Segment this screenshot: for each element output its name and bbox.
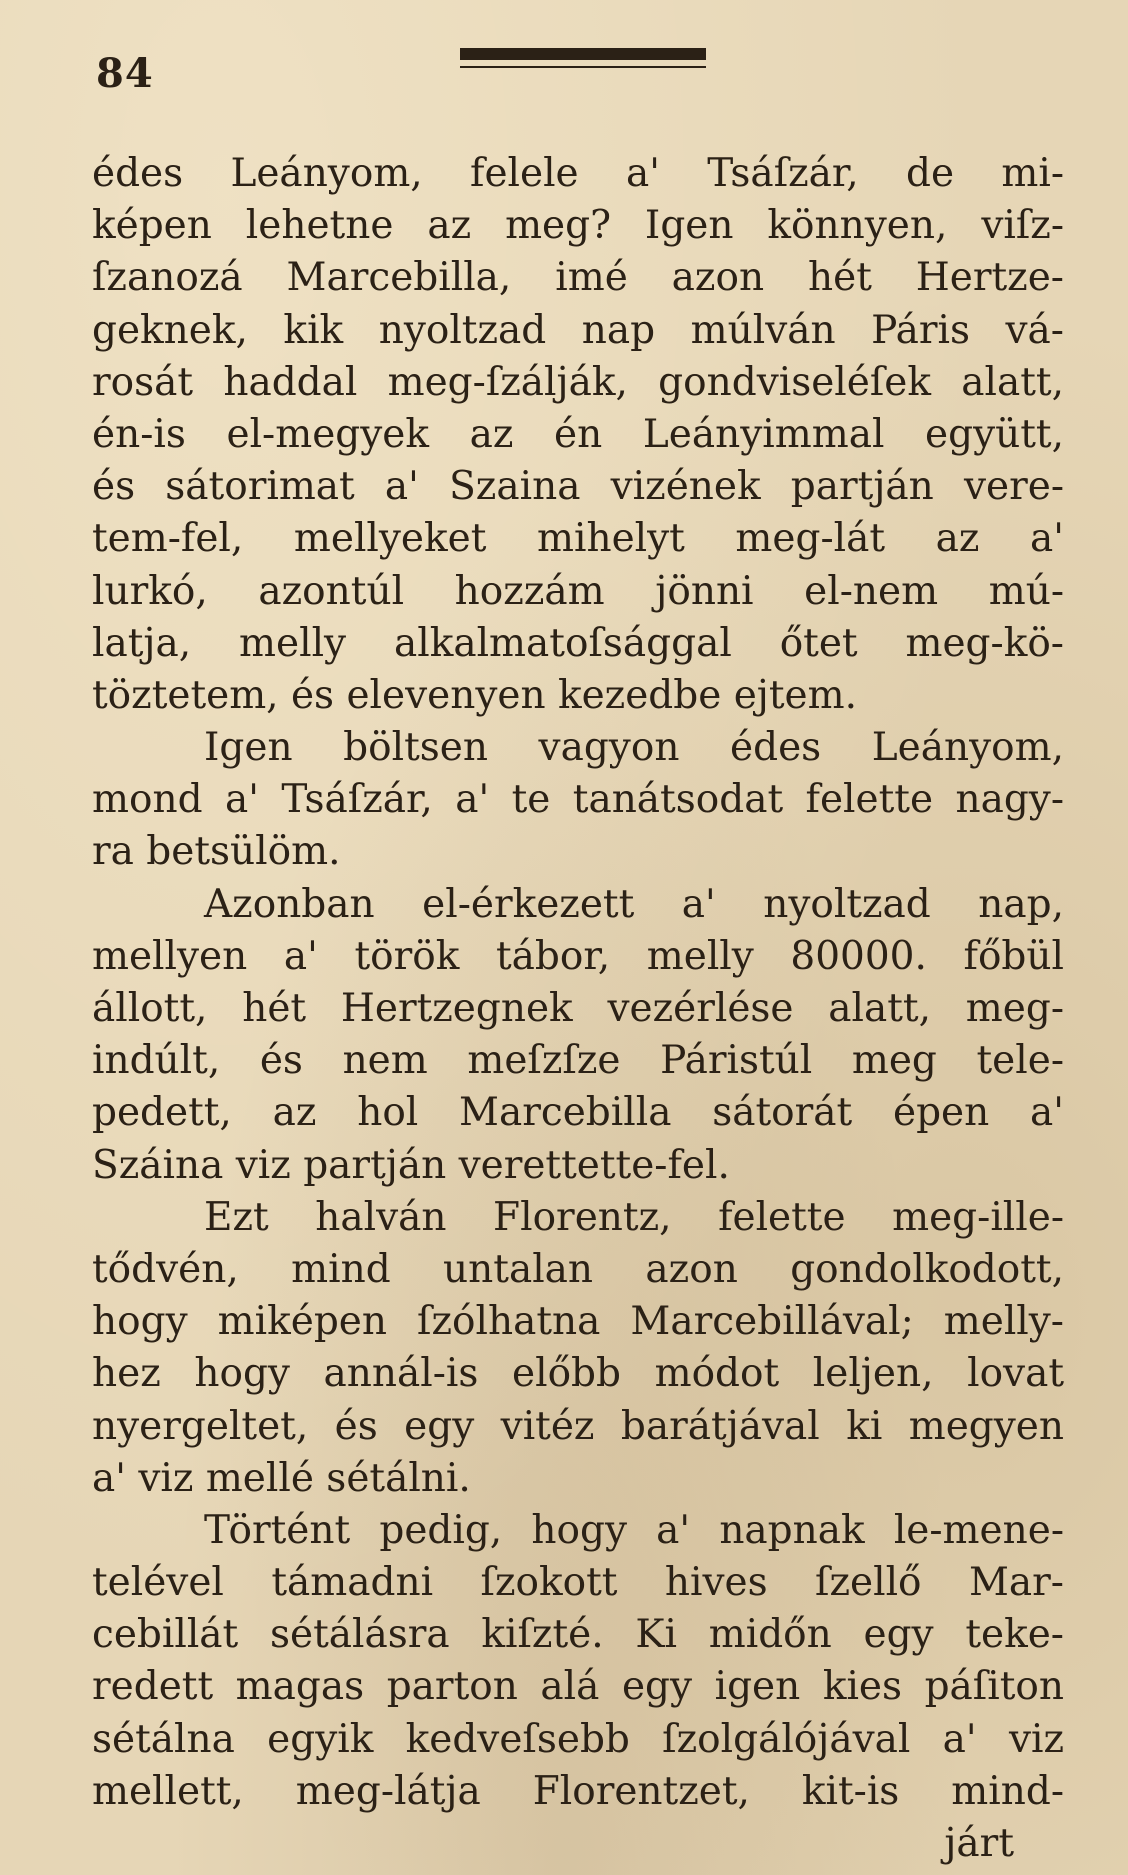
text-line: hogy miképen ſzólhatna Marcebillával; melly- — [92, 1299, 1064, 1345]
text-line: nyergeltet, és egy vitéz barátjával ki megyen — [92, 1403, 1064, 1449]
header-rule-thick — [460, 48, 706, 60]
text-line: indúlt, és nem meſzſze Páristúl meg tele- — [92, 1038, 1064, 1084]
text-line: mellyen a' török tábor, melly 80000. főbül — [92, 933, 1064, 979]
text-line: és sátorimat a' Szaina vizének partján vere- — [92, 464, 1064, 510]
text-line: Ezt halván Florentz, felette meg-ille- — [204, 1194, 1064, 1240]
text-line: ſzanozá Marcebilla, imé azon hét Hertze- — [92, 255, 1064, 301]
text-line: mond a' Tsáſzár, a' te tanátsodat felette nagy- — [92, 777, 1064, 823]
text-line: képen lehetne az meg? Igen könnyen, viſz- — [92, 203, 1064, 249]
body-text — [92, 148, 1064, 1870]
text-line: Történt pedig, hogy a' napnak le-mene- — [204, 1507, 1064, 1553]
text-line: geknek, kik nyoltzad nap múlván Páris vá- — [92, 307, 1064, 353]
text-line: hez hogy annál-is előbb módot leljen, lovat — [92, 1351, 1064, 1397]
page-number: 84 — [96, 50, 154, 97]
text-line: mellett, meg-látja Florentzet, kit-is mind- — [92, 1768, 1064, 1814]
text-line: telével támadni ſzokott hives ſzellő Mar- — [92, 1560, 1064, 1606]
text-line: én-is el-megyek az én Leányimmal együtt, — [92, 411, 1064, 457]
header-rule-thin — [460, 66, 706, 68]
text-line: Igen böltsen vagyon édes Leányom, — [204, 725, 1064, 771]
text-line: állott, hét Hertzegnek vezérlése alatt, meg- — [92, 986, 1064, 1031]
text-line: pedett, az hol Marcebilla sátorát épen a' — [92, 1090, 1064, 1136]
text-line: sétálna egyik kedveſsebb ſzolgálójával a' viz — [92, 1716, 1064, 1762]
text-line: lurkó, azontúl hozzám jönni el-nem mú- — [92, 568, 1064, 614]
text-line: Azonban el-érkezett a' nyoltzad nap, — [204, 881, 1064, 927]
text-line: tem-fel, mellyeket mihelyt meg-lát az a' — [92, 516, 1064, 562]
catchword: járt — [944, 1821, 1014, 1866]
text-line: rosát haddal meg-ſzálják, gondviseléſek alatt, — [92, 359, 1064, 405]
text-line: töztetem, és elevenyen kezedbe ejtem. — [92, 672, 858, 718]
text-line: Száina viz partján verettette-fel. — [92, 1142, 730, 1188]
text-line: tődvén, mind untalan azon gondolkodott, — [92, 1246, 1064, 1292]
header-rule — [460, 48, 706, 68]
text-line: ra betsülöm. — [92, 829, 341, 875]
text-line: a' viz mellé sétálni. — [92, 1455, 471, 1501]
text-line: cebillát sétálásra kiſzté. Ki midőn egy teke- — [92, 1612, 1064, 1658]
text-line: édes Leányom, felele a' Tsáſzár, de mi- — [92, 151, 1064, 196]
text-line: redett magas parton alá egy igen kies páſiton — [92, 1664, 1064, 1710]
text-line: latja, melly alkalmatoſsággal őtet meg-kö- — [92, 620, 1064, 666]
